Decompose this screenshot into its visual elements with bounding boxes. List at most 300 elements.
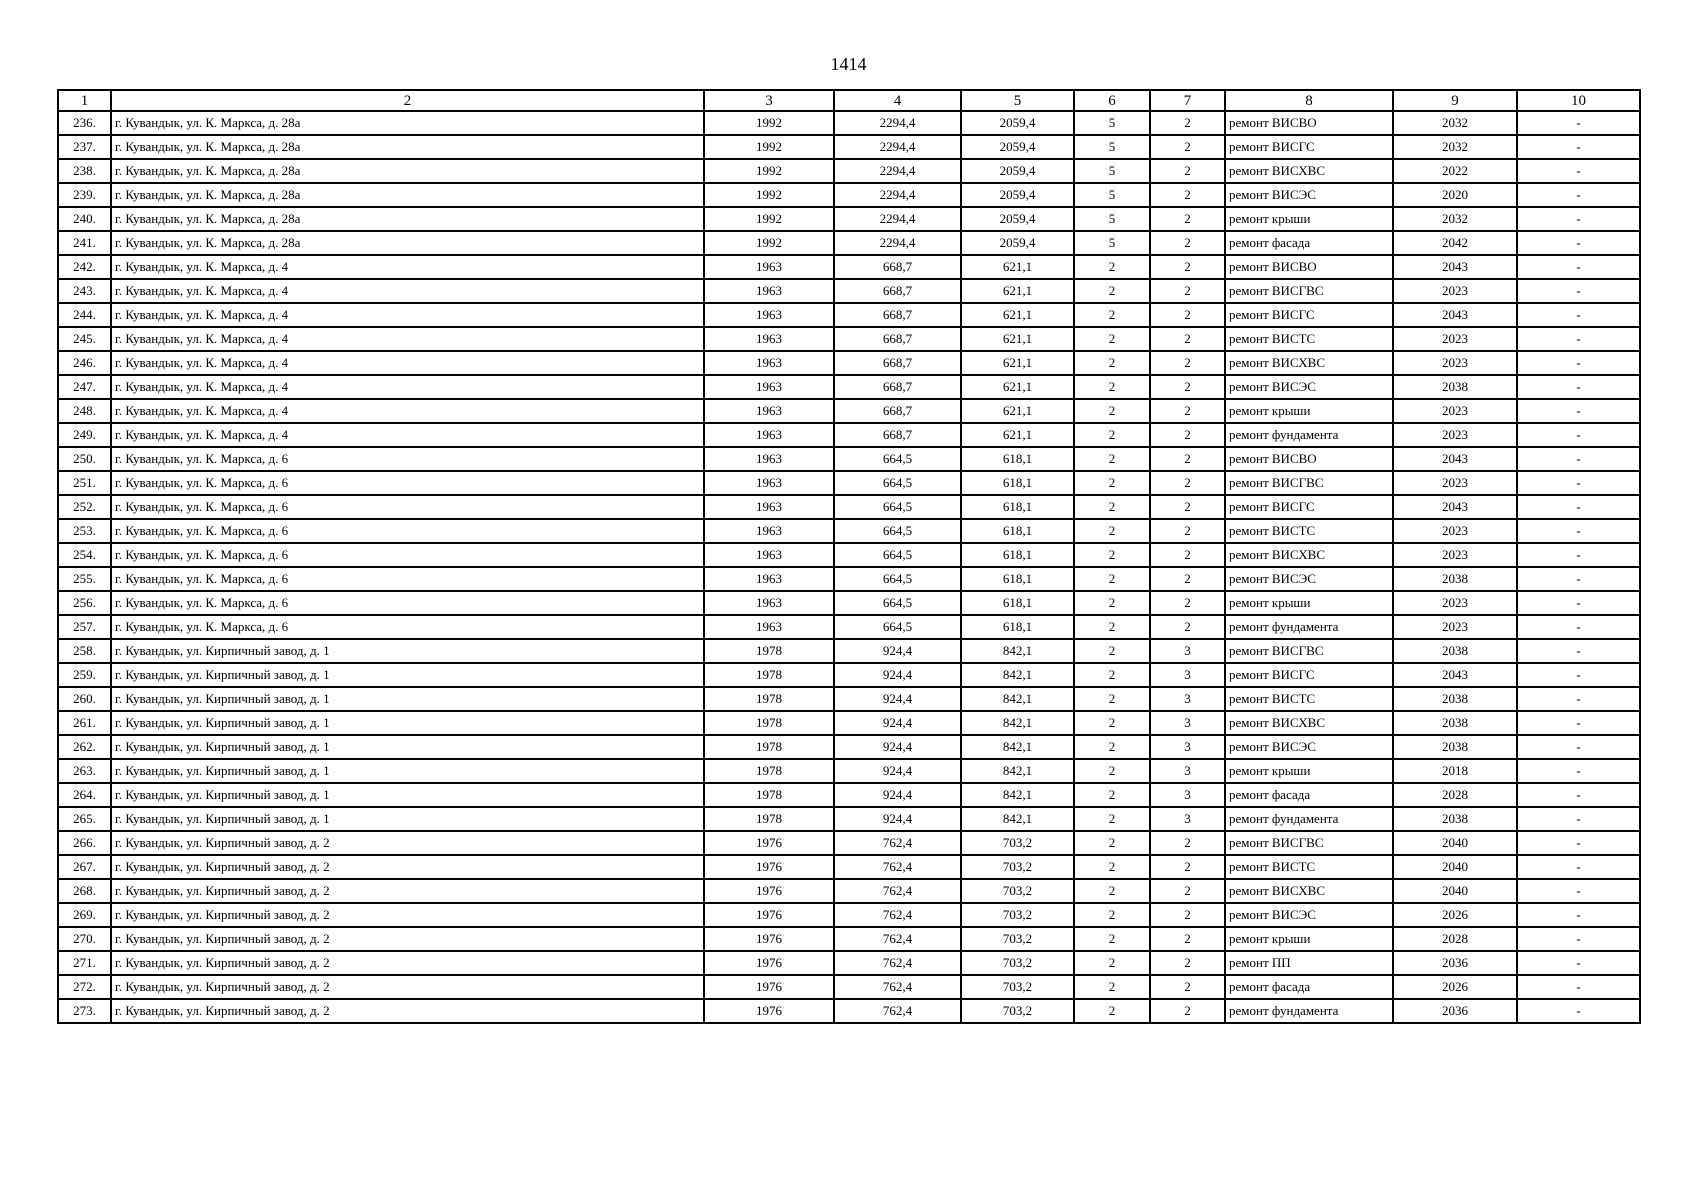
total-area-cell: 2294,4 <box>834 111 961 135</box>
repair-schedule-table <box>57 89 1641 1024</box>
year-built-cell: 1976 <box>704 927 834 951</box>
living-area-cell: 703,2 <box>961 879 1074 903</box>
total-area-cell: 762,4 <box>834 855 961 879</box>
entrances-cell: 2 <box>1150 519 1225 543</box>
work-type-cell: ремонт ВИСГС <box>1225 135 1393 159</box>
address-cell: г. Кувандык, ул. К. Маркса, д. 4 <box>111 279 704 303</box>
living-area-cell: 618,1 <box>961 471 1074 495</box>
total-area-cell: 664,5 <box>834 543 961 567</box>
work-type-cell: ремонт крыши <box>1225 207 1393 231</box>
table-row <box>58 351 1640 375</box>
work-type-cell: ремонт ВИСВО <box>1225 111 1393 135</box>
address-cell: г. Кувандык, ул. Кирпичный завод, д. 1 <box>111 783 704 807</box>
total-area-cell: 2294,4 <box>834 231 961 255</box>
table-row <box>58 519 1640 543</box>
row-number-cell: 253. <box>58 519 111 543</box>
row-number-cell: 263. <box>58 759 111 783</box>
floors-cell: 2 <box>1074 327 1150 351</box>
planned-year-cell: 2036 <box>1393 999 1517 1023</box>
living-area-cell: 703,2 <box>961 951 1074 975</box>
living-area-cell: 621,1 <box>961 255 1074 279</box>
planned-year-cell: 2038 <box>1393 807 1517 831</box>
year-built-cell: 1963 <box>704 279 834 303</box>
address-cell: г. Кувандык, ул. Кирпичный завод, д. 2 <box>111 831 704 855</box>
table-row <box>58 279 1640 303</box>
column-header: 6 <box>1074 90 1150 111</box>
note-cell: - <box>1517 879 1640 903</box>
address-cell: г. Кувандык, ул. К. Маркса, д. 28а <box>111 183 704 207</box>
living-area-cell: 842,1 <box>961 783 1074 807</box>
address-cell: г. Кувандык, ул. К. Маркса, д. 28а <box>111 135 704 159</box>
note-cell: - <box>1517 255 1640 279</box>
work-type-cell: ремонт фундамента <box>1225 999 1393 1023</box>
floors-cell: 2 <box>1074 807 1150 831</box>
address-cell: г. Кувандык, ул. К. Маркса, д. 4 <box>111 351 704 375</box>
note-cell: - <box>1517 855 1640 879</box>
planned-year-cell: 2032 <box>1393 135 1517 159</box>
living-area-cell: 842,1 <box>961 639 1074 663</box>
total-area-cell: 762,4 <box>834 903 961 927</box>
row-number-cell: 248. <box>58 399 111 423</box>
table-row <box>58 663 1640 687</box>
planned-year-cell: 2040 <box>1393 831 1517 855</box>
note-cell: - <box>1517 543 1640 567</box>
planned-year-cell: 2023 <box>1393 543 1517 567</box>
planned-year-cell: 2023 <box>1393 399 1517 423</box>
row-number-cell: 260. <box>58 687 111 711</box>
row-number-cell: 238. <box>58 159 111 183</box>
work-type-cell: ремонт ВИСГС <box>1225 495 1393 519</box>
living-area-cell: 842,1 <box>961 687 1074 711</box>
year-built-cell: 1976 <box>704 879 834 903</box>
total-area-cell: 762,4 <box>834 951 961 975</box>
note-cell: - <box>1517 111 1640 135</box>
note-cell: - <box>1517 903 1640 927</box>
entrances-cell: 2 <box>1150 567 1225 591</box>
column-header: 2 <box>111 90 704 111</box>
work-type-cell: ремонт фасада <box>1225 783 1393 807</box>
total-area-cell: 924,4 <box>834 687 961 711</box>
entrances-cell: 3 <box>1150 639 1225 663</box>
living-area-cell: 703,2 <box>961 903 1074 927</box>
living-area-cell: 621,1 <box>961 327 1074 351</box>
work-type-cell: ремонт ВИСХВС <box>1225 543 1393 567</box>
year-built-cell: 1963 <box>704 471 834 495</box>
year-built-cell: 1963 <box>704 255 834 279</box>
floors-cell: 2 <box>1074 663 1150 687</box>
entrances-cell: 2 <box>1150 255 1225 279</box>
table-row <box>58 831 1640 855</box>
work-type-cell: ремонт фасада <box>1225 975 1393 999</box>
total-area-cell: 668,7 <box>834 399 961 423</box>
planned-year-cell: 2023 <box>1393 351 1517 375</box>
floors-cell: 2 <box>1074 759 1150 783</box>
note-cell: - <box>1517 567 1640 591</box>
total-area-cell: 762,4 <box>834 927 961 951</box>
entrances-cell: 3 <box>1150 783 1225 807</box>
note-cell: - <box>1517 639 1640 663</box>
living-area-cell: 618,1 <box>961 447 1074 471</box>
living-area-cell: 2059,4 <box>961 159 1074 183</box>
total-area-cell: 2294,4 <box>834 135 961 159</box>
planned-year-cell: 2023 <box>1393 591 1517 615</box>
work-type-cell: ремонт ВИСТС <box>1225 687 1393 711</box>
total-area-cell: 668,7 <box>834 375 961 399</box>
column-header: 10 <box>1517 90 1640 111</box>
floors-cell: 2 <box>1074 639 1150 663</box>
note-cell: - <box>1517 447 1640 471</box>
row-number-cell: 268. <box>58 879 111 903</box>
note-cell: - <box>1517 759 1640 783</box>
row-number-cell: 255. <box>58 567 111 591</box>
floors-cell: 2 <box>1074 447 1150 471</box>
note-cell: - <box>1517 375 1640 399</box>
table-row <box>58 495 1640 519</box>
year-built-cell: 1963 <box>704 327 834 351</box>
floors-cell: 5 <box>1074 135 1150 159</box>
planned-year-cell: 2043 <box>1393 303 1517 327</box>
address-cell: г. Кувандык, ул. К. Маркса, д. 6 <box>111 591 704 615</box>
total-area-cell: 668,7 <box>834 303 961 327</box>
row-number-cell: 256. <box>58 591 111 615</box>
work-type-cell: ремонт крыши <box>1225 759 1393 783</box>
year-built-cell: 1978 <box>704 711 834 735</box>
living-area-cell: 2059,4 <box>961 111 1074 135</box>
entrances-cell: 2 <box>1150 975 1225 999</box>
table-row <box>58 807 1640 831</box>
address-cell: г. Кувандык, ул. К. Маркса, д. 6 <box>111 447 704 471</box>
row-number-cell: 241. <box>58 231 111 255</box>
entrances-cell: 2 <box>1150 183 1225 207</box>
year-built-cell: 1992 <box>704 231 834 255</box>
table-row <box>58 975 1640 999</box>
entrances-cell: 3 <box>1150 759 1225 783</box>
work-type-cell: ремонт фундамента <box>1225 423 1393 447</box>
planned-year-cell: 2028 <box>1393 927 1517 951</box>
entrances-cell: 2 <box>1150 135 1225 159</box>
row-number-cell: 254. <box>58 543 111 567</box>
table-row <box>58 207 1640 231</box>
address-cell: г. Кувандык, ул. Кирпичный завод, д. 1 <box>111 807 704 831</box>
year-built-cell: 1992 <box>704 183 834 207</box>
table-row <box>58 711 1640 735</box>
total-area-cell: 664,5 <box>834 471 961 495</box>
floors-cell: 2 <box>1074 831 1150 855</box>
total-area-cell: 664,5 <box>834 567 961 591</box>
floors-cell: 2 <box>1074 591 1150 615</box>
year-built-cell: 1992 <box>704 159 834 183</box>
work-type-cell: ремонт ВИСХВС <box>1225 159 1393 183</box>
planned-year-cell: 2023 <box>1393 471 1517 495</box>
note-cell: - <box>1517 615 1640 639</box>
planned-year-cell: 2032 <box>1393 207 1517 231</box>
floors-cell: 5 <box>1074 231 1150 255</box>
entrances-cell: 2 <box>1150 591 1225 615</box>
work-type-cell: ремонт ВИСЭС <box>1225 375 1393 399</box>
table-row <box>58 759 1640 783</box>
total-area-cell: 664,5 <box>834 447 961 471</box>
planned-year-cell: 2020 <box>1393 183 1517 207</box>
table-row <box>58 423 1640 447</box>
table-row <box>58 327 1640 351</box>
table-row <box>58 159 1640 183</box>
planned-year-cell: 2042 <box>1393 231 1517 255</box>
table-row <box>58 999 1640 1023</box>
column-header: 9 <box>1393 90 1517 111</box>
address-cell: г. Кувандык, ул. Кирпичный завод, д. 1 <box>111 687 704 711</box>
floors-cell: 2 <box>1074 495 1150 519</box>
address-cell: г. Кувандык, ул. Кирпичный завод, д. 2 <box>111 999 704 1023</box>
floors-cell: 2 <box>1074 927 1150 951</box>
entrances-cell: 2 <box>1150 351 1225 375</box>
table-row <box>58 183 1640 207</box>
planned-year-cell: 2038 <box>1393 735 1517 759</box>
table-row <box>58 687 1640 711</box>
entrances-cell: 2 <box>1150 327 1225 351</box>
row-number-cell: 247. <box>58 375 111 399</box>
floors-cell: 2 <box>1074 471 1150 495</box>
entrances-cell: 2 <box>1150 543 1225 567</box>
year-built-cell: 1963 <box>704 567 834 591</box>
row-number-cell: 265. <box>58 807 111 831</box>
table-body <box>58 111 1640 1023</box>
floors-cell: 2 <box>1074 303 1150 327</box>
row-number-cell: 269. <box>58 903 111 927</box>
row-number-cell: 264. <box>58 783 111 807</box>
note-cell: - <box>1517 207 1640 231</box>
total-area-cell: 924,4 <box>834 807 961 831</box>
work-type-cell: ремонт ВИСХВС <box>1225 879 1393 903</box>
total-area-cell: 664,5 <box>834 591 961 615</box>
year-built-cell: 1978 <box>704 759 834 783</box>
total-area-cell: 762,4 <box>834 975 961 999</box>
row-number-cell: 246. <box>58 351 111 375</box>
year-built-cell: 1963 <box>704 519 834 543</box>
entrances-cell: 3 <box>1150 663 1225 687</box>
planned-year-cell: 2038 <box>1393 711 1517 735</box>
entrances-cell: 2 <box>1150 159 1225 183</box>
row-number-cell: 244. <box>58 303 111 327</box>
planned-year-cell: 2043 <box>1393 447 1517 471</box>
total-area-cell: 2294,4 <box>834 183 961 207</box>
work-type-cell: ремонт ВИСВО <box>1225 447 1393 471</box>
note-cell: - <box>1517 831 1640 855</box>
total-area-cell: 668,7 <box>834 423 961 447</box>
living-area-cell: 618,1 <box>961 567 1074 591</box>
note-cell: - <box>1517 495 1640 519</box>
address-cell: г. Кувандык, ул. Кирпичный завод, д. 1 <box>111 759 704 783</box>
planned-year-cell: 2036 <box>1393 951 1517 975</box>
work-type-cell: ремонт ВИСГВС <box>1225 639 1393 663</box>
note-cell: - <box>1517 327 1640 351</box>
table-row <box>58 231 1640 255</box>
work-type-cell: ремонт ВИСХВС <box>1225 711 1393 735</box>
table-row <box>58 543 1640 567</box>
floors-cell: 2 <box>1074 975 1150 999</box>
total-area-cell: 924,4 <box>834 711 961 735</box>
entrances-cell: 3 <box>1150 807 1225 831</box>
column-header: 3 <box>704 90 834 111</box>
address-cell: г. Кувандык, ул. Кирпичный завод, д. 1 <box>111 639 704 663</box>
note-cell: - <box>1517 663 1640 687</box>
note-cell: - <box>1517 351 1640 375</box>
living-area-cell: 842,1 <box>961 735 1074 759</box>
floors-cell: 2 <box>1074 903 1150 927</box>
living-area-cell: 621,1 <box>961 279 1074 303</box>
entrances-cell: 2 <box>1150 495 1225 519</box>
row-number-cell: 267. <box>58 855 111 879</box>
entrances-cell: 2 <box>1150 927 1225 951</box>
total-area-cell: 762,4 <box>834 831 961 855</box>
floors-cell: 2 <box>1074 735 1150 759</box>
entrances-cell: 2 <box>1150 423 1225 447</box>
entrances-cell: 2 <box>1150 279 1225 303</box>
page-number: 1414 <box>830 54 867 74</box>
work-type-cell: ремонт фундамента <box>1225 615 1393 639</box>
entrances-cell: 3 <box>1150 687 1225 711</box>
entrances-cell: 3 <box>1150 735 1225 759</box>
year-built-cell: 1963 <box>704 447 834 471</box>
note-cell: - <box>1517 159 1640 183</box>
address-cell: г. Кувандык, ул. К. Маркса, д. 28а <box>111 231 704 255</box>
total-area-cell: 924,4 <box>834 735 961 759</box>
entrances-cell: 2 <box>1150 111 1225 135</box>
living-area-cell: 621,1 <box>961 303 1074 327</box>
table-row <box>58 471 1640 495</box>
total-area-cell: 664,5 <box>834 519 961 543</box>
living-area-cell: 2059,4 <box>961 135 1074 159</box>
address-cell: г. Кувандык, ул. Кирпичный завод, д. 1 <box>111 711 704 735</box>
floors-cell: 2 <box>1074 543 1150 567</box>
note-cell: - <box>1517 231 1640 255</box>
table-row <box>58 855 1640 879</box>
table-row <box>58 447 1640 471</box>
floors-cell: 2 <box>1074 375 1150 399</box>
table-row <box>58 927 1640 951</box>
floors-cell: 2 <box>1074 999 1150 1023</box>
total-area-cell: 668,7 <box>834 351 961 375</box>
address-cell: г. Кувандык, ул. Кирпичный завод, д. 2 <box>111 927 704 951</box>
floors-cell: 2 <box>1074 687 1150 711</box>
planned-year-cell: 2043 <box>1393 255 1517 279</box>
planned-year-cell: 2038 <box>1393 639 1517 663</box>
floors-cell: 2 <box>1074 855 1150 879</box>
work-type-cell: ремонт ВИСВО <box>1225 255 1393 279</box>
planned-year-cell: 2023 <box>1393 327 1517 351</box>
table-row <box>58 255 1640 279</box>
floors-cell: 2 <box>1074 279 1150 303</box>
entrances-cell: 2 <box>1150 615 1225 639</box>
note-cell: - <box>1517 999 1640 1023</box>
year-built-cell: 1978 <box>704 735 834 759</box>
total-area-cell: 668,7 <box>834 279 961 303</box>
total-area-cell: 664,5 <box>834 495 961 519</box>
note-cell: - <box>1517 471 1640 495</box>
row-number-cell: 257. <box>58 615 111 639</box>
row-number-cell: 242. <box>58 255 111 279</box>
year-built-cell: 1963 <box>704 423 834 447</box>
planned-year-cell: 2018 <box>1393 759 1517 783</box>
column-header: 1 <box>58 90 111 111</box>
work-type-cell: ремонт крыши <box>1225 927 1393 951</box>
floors-cell: 2 <box>1074 567 1150 591</box>
row-number-cell: 252. <box>58 495 111 519</box>
address-cell: г. Кувандык, ул. К. Маркса, д. 28а <box>111 111 704 135</box>
row-number-cell: 237. <box>58 135 111 159</box>
work-type-cell: ремонт ВИСГС <box>1225 303 1393 327</box>
planned-year-cell: 2023 <box>1393 423 1517 447</box>
row-number-cell: 250. <box>58 447 111 471</box>
living-area-cell: 618,1 <box>961 543 1074 567</box>
total-area-cell: 2294,4 <box>834 159 961 183</box>
floors-cell: 2 <box>1074 399 1150 423</box>
address-cell: г. Кувандык, ул. К. Маркса, д. 28а <box>111 159 704 183</box>
planned-year-cell: 2023 <box>1393 279 1517 303</box>
floors-cell: 5 <box>1074 111 1150 135</box>
living-area-cell: 703,2 <box>961 975 1074 999</box>
planned-year-cell: 2022 <box>1393 159 1517 183</box>
planned-year-cell: 2043 <box>1393 495 1517 519</box>
table-row <box>58 951 1640 975</box>
planned-year-cell: 2040 <box>1393 855 1517 879</box>
note-cell: - <box>1517 423 1640 447</box>
address-cell: г. Кувандык, ул. Кирпичный завод, д. 2 <box>111 879 704 903</box>
floors-cell: 5 <box>1074 207 1150 231</box>
work-type-cell: ремонт ВИСГВС <box>1225 831 1393 855</box>
note-cell: - <box>1517 303 1640 327</box>
living-area-cell: 842,1 <box>961 663 1074 687</box>
note-cell: - <box>1517 591 1640 615</box>
living-area-cell: 703,2 <box>961 927 1074 951</box>
floors-cell: 2 <box>1074 519 1150 543</box>
work-type-cell: ремонт ВИСХВС <box>1225 351 1393 375</box>
table-row <box>58 903 1640 927</box>
row-number-cell: 261. <box>58 711 111 735</box>
work-type-cell: ремонт ВИСЭС <box>1225 183 1393 207</box>
work-type-cell: ремонт ВИСГС <box>1225 663 1393 687</box>
row-number-cell: 259. <box>58 663 111 687</box>
total-area-cell: 924,4 <box>834 639 961 663</box>
living-area-cell: 621,1 <box>961 375 1074 399</box>
planned-year-cell: 2038 <box>1393 375 1517 399</box>
work-type-cell: ремонт ПП <box>1225 951 1393 975</box>
work-type-cell: ремонт ВИСТС <box>1225 519 1393 543</box>
row-number-cell: 271. <box>58 951 111 975</box>
year-built-cell: 1978 <box>704 807 834 831</box>
entrances-cell: 2 <box>1150 879 1225 903</box>
living-area-cell: 2059,4 <box>961 183 1074 207</box>
table-row <box>58 879 1640 903</box>
work-type-cell: ремонт крыши <box>1225 399 1393 423</box>
column-header: 4 <box>834 90 961 111</box>
work-type-cell: ремонт ВИСГВС <box>1225 279 1393 303</box>
work-type-cell: ремонт ВИСГВС <box>1225 471 1393 495</box>
work-type-cell: ремонт ВИСЭС <box>1225 567 1393 591</box>
total-area-cell: 668,7 <box>834 255 961 279</box>
address-cell: г. Кувандык, ул. Кирпичный завод, д. 1 <box>111 735 704 759</box>
row-number-cell: 262. <box>58 735 111 759</box>
address-cell: г. Кувандык, ул. К. Маркса, д. 4 <box>111 303 704 327</box>
total-area-cell: 924,4 <box>834 783 961 807</box>
address-cell: г. Кувандык, ул. К. Маркса, д. 4 <box>111 423 704 447</box>
floors-cell: 2 <box>1074 951 1150 975</box>
total-area-cell: 762,4 <box>834 879 961 903</box>
note-cell: - <box>1517 927 1640 951</box>
entrances-cell: 3 <box>1150 711 1225 735</box>
floors-cell: 2 <box>1074 255 1150 279</box>
planned-year-cell: 2040 <box>1393 879 1517 903</box>
address-cell: г. Кувандык, ул. Кирпичный завод, д. 1 <box>111 663 704 687</box>
